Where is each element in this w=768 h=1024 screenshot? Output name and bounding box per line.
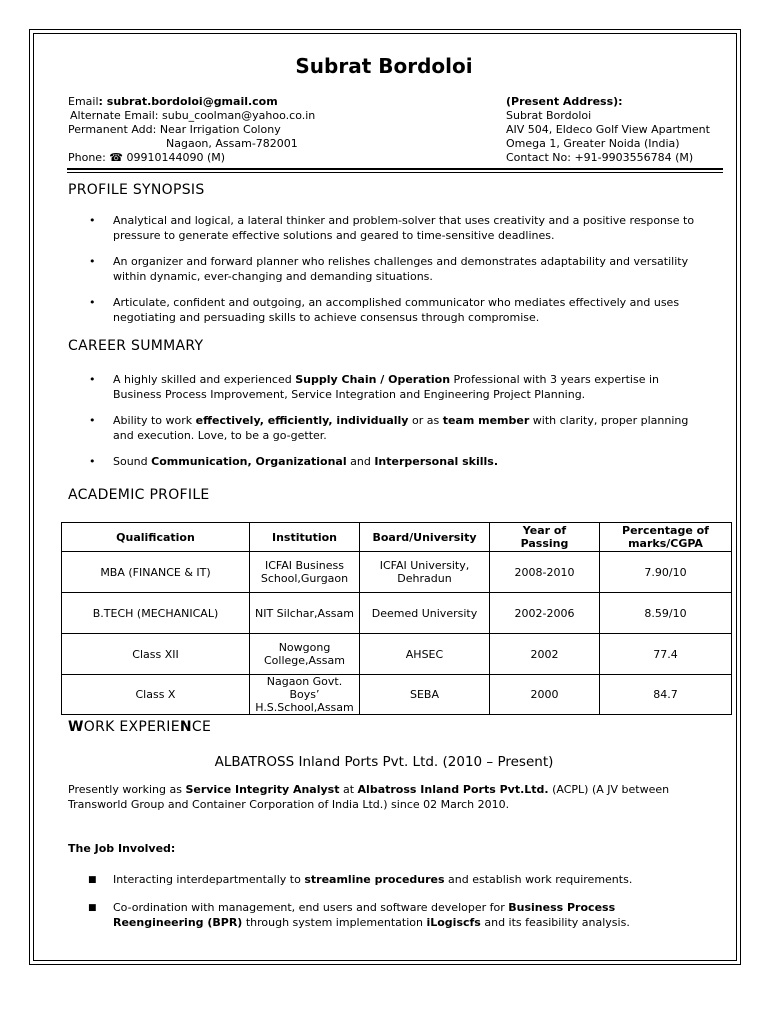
- work-intro-paragraph: Presently working as Service Integrity Analyst at Albatross Inland Ports Pvt.Ltd. (ACPL) (A JV between Transworld Group and Container Corporation of India Ltd.) since 02 March 2010.: [68, 783, 670, 811]
- present-address-line3: Omega 1, Greater Noida (India): [506, 137, 680, 150]
- col-header-qualification: Qualification: [62, 523, 250, 552]
- table-row: Class XII Nowgong College,Assam AHSEC 2002 77.4: [62, 634, 732, 675]
- list-item: • Articulate, confident and outgoing, an accomplished communicator who mediates effectively and uses negotiating and persuading skills to achieve consensus through compromise.: [89, 296, 680, 324]
- profile-synopsis-heading: PROFILE SYNOPSIS: [68, 182, 205, 198]
- present-address-heading: (Present Address):: [506, 95, 623, 108]
- list-item: • Ability to work effectively, efficiently, individually or as team member with clarity, proper planning and execution. Love, to be a go-getter.: [89, 414, 689, 442]
- present-contact-line: Contact No: +91-9903556784 (M): [506, 151, 694, 164]
- col-header-institution: Institution: [250, 523, 360, 552]
- work-experience-heading: WORK EXPERIENCE: [68, 719, 212, 735]
- alt-email-line: [70, 109, 315, 123]
- profile-synopsis-list: [68, 213, 728, 336]
- table-header-row: [62, 523, 732, 552]
- header-rule-thick: [67, 168, 723, 170]
- phone-value: 09910144090 (M): [126, 151, 226, 164]
- phone-line: [68, 151, 225, 165]
- alt-email-label: Alternate Email:: [70, 109, 159, 122]
- present-address-line1: Subrat Bordoloi: [506, 109, 592, 122]
- col-header-year: Year of Passing: [490, 523, 600, 552]
- job-duties-list: [68, 872, 728, 941]
- job-involved-heading: The Job Involved:: [68, 842, 176, 855]
- table-row: Class X Nagaon Govt. Boys’ H.S.School,Assam SEBA 2000 84.7: [62, 675, 732, 715]
- academic-profile-heading: ACADEMIC PROFILE: [68, 487, 210, 503]
- telephone-icon: ☎: [109, 151, 123, 164]
- present-address-line2: AIV 504, Eldeco Golf View Apartment: [506, 123, 710, 136]
- email-line: Email: subrat.bordoloi@gmail.com: [68, 95, 278, 108]
- career-summary-heading: CAREER SUMMARY: [68, 338, 204, 354]
- email-label: Email: [68, 95, 99, 108]
- bullet-icon: •: [89, 296, 96, 309]
- col-header-board: Board/University: [360, 523, 490, 552]
- company-title: ALBATROSS Inland Ports Pvt. Ltd. (2010 – Present): [214, 754, 554, 770]
- permanent-address-line2: Nagaon, Assam-782001: [166, 137, 298, 150]
- bullet-icon: •: [89, 214, 96, 227]
- square-bullet-icon: ■: [88, 875, 97, 885]
- permanent-address-line1: Near Irrigation Colony: [159, 123, 281, 136]
- bullet-icon: •: [89, 414, 96, 427]
- list-item: • Analytical and logical, a lateral thinker and problem-solver that uses creativity and a positive response to pressure to generate effective solutions and geared to time-sensitive deadlines.: [89, 214, 695, 242]
- phone-label: Phone:: [68, 151, 106, 164]
- email-value: subrat.bordoloi@gmail.com: [106, 95, 278, 108]
- table-row: MBA (FINANCE & IT) ICFAI Business School,Gurgaon ICFAI University, Dehradun 2008-2010 7.90/10: [62, 552, 732, 593]
- list-item: • An organizer and forward planner who relishes challenges and demonstrates adaptability and versatility within dynamic, ever-changing and demanding situations.: [89, 255, 689, 283]
- bullet-icon: •: [89, 373, 96, 386]
- alt-email-value: subu_coolman@yahoo.co.in: [162, 109, 316, 122]
- academic-table: [61, 522, 732, 715]
- square-bullet-icon: ■: [88, 903, 97, 913]
- career-summary-list: [68, 372, 728, 480]
- permanent-address-line: [68, 123, 281, 137]
- table-row: B.TECH (MECHANICAL) NIT Silchar,Assam Deemed University 2002-2006 8.59/10: [62, 593, 732, 634]
- bullet-icon: •: [89, 455, 96, 468]
- list-item: ■ Co-ordination with management, end users and software developer for Business Process Reengineering (BPR) through system implementation iLogiscfs and its feasibility analysis.: [88, 901, 630, 929]
- list-item: • Sound Communication, Organizational and Interpersonal skills.: [89, 455, 498, 468]
- list-item: • A highly skilled and experienced Supply Chain / Operation Professional with 3 years expertise in Business Process Improvement, Service Integration and Engineering Project Planning.: [89, 373, 660, 401]
- header-rule-thin: [67, 172, 723, 173]
- candidate-name: Subrat Bordoloi: [295, 54, 473, 78]
- list-item: ■ Interacting interdepartmentally to streamline procedures and establish work requirements.: [88, 873, 633, 886]
- bullet-icon: •: [89, 255, 96, 268]
- col-header-percentage: Percentage of marks/CGPA: [600, 523, 732, 552]
- permanent-address-label: Permanent Add:: [68, 123, 157, 136]
